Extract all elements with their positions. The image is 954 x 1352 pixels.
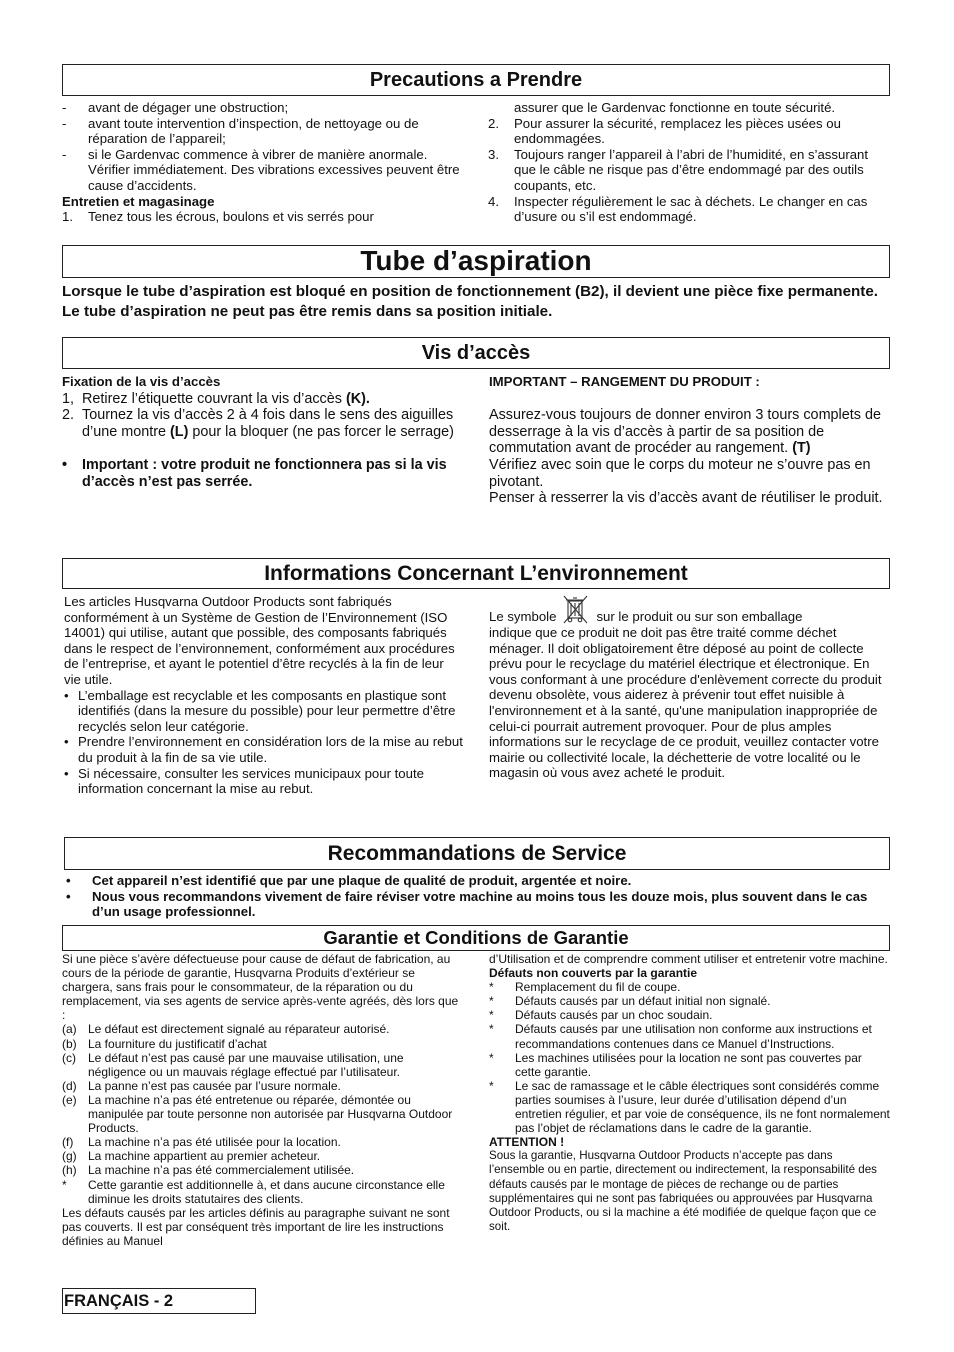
list-item (488, 116, 890, 147)
warranty-conditions-list (62, 1022, 464, 1205)
environment-right-column (489, 594, 891, 781)
list-item (64, 688, 464, 735)
list-text: si le Gardenvac commence à vibrer de manière anormale. Vérifier immédiatement. Des vibrations excessives peuvent être cause d’accidents. (88, 146, 460, 193)
service-bullet-list (64, 873, 890, 920)
symbol-prefix: Le symbole (489, 609, 557, 625)
list-marker: * (489, 1078, 494, 1093)
list-marker: (e) (62, 1092, 77, 1107)
list-marker: 1. (62, 209, 73, 225)
list-text: Le défaut est directement signalé au réparateur autorisé. (88, 1022, 390, 1037)
list-marker: 3. (488, 146, 499, 162)
attention-heading: ATTENTION ! (489, 1135, 565, 1150)
list-item (62, 1149, 464, 1163)
list-text: La panne n’est pas causée par l’usure normale. (88, 1078, 341, 1093)
page-label: FRANÇAIS - 2 (64, 1292, 174, 1310)
list-item (489, 994, 891, 1008)
list-text: Pour assurer la sécurité, remplacez les pièces usées ou endommagées. (514, 115, 841, 147)
vis-important-text: Important : votre produit ne fonctionnera pas si la vis d’accès n’est pas serrée. (82, 456, 447, 490)
precautions-right-list (488, 116, 890, 225)
list-item (62, 1163, 464, 1177)
vis-step-1 (62, 391, 464, 408)
list-text: L’emballage est recyclable et les composants en plastique sont identifiés (dans la mesure du possible) pour leur permettre d’être recyclés selon leur catégorie. (78, 687, 456, 734)
list-text: Les machines utilisées pour la location ne sont pas couvertes par cette garantie. (515, 1050, 862, 1079)
precautions-right-column (488, 100, 890, 225)
precautions-left-list (62, 100, 462, 194)
list-item (489, 1079, 891, 1135)
list-marker: * (489, 1022, 494, 1037)
list-marker: * (489, 1008, 494, 1023)
list-text: Inspecter régulièrement le sac à déchets. Le changer en cas d’usure ou s’il est endommagé. (514, 193, 868, 225)
vis-step-1-text: Retirez l’étiquette couvrant la vis d’accès (82, 390, 342, 407)
list-item (62, 1079, 464, 1093)
vis-step-2-text-b: pour la bloquer (ne pas forcer le serrage) (192, 423, 454, 440)
vis-right-p1-ref: (T) (792, 440, 811, 457)
list-item (64, 873, 890, 889)
crossed-out-wheelie-bin-icon (559, 594, 593, 625)
list-text: Le sac de ramassage et le câble électriques sont considérés comme parties soumises à l’usure, leur durée d’utilisation dépend d’un entretien régulier, et par voie de conséquence, ils ne font normalement pas l’objet de réclamations dans le cadre de la garantie. (515, 1078, 890, 1136)
vis-step-1-ref: (K). (345, 390, 370, 407)
vis-right-p3: Penser à resserrer la vis d’accès avant de réutiliser le produit. (489, 490, 883, 507)
list-marker: * (489, 994, 494, 1009)
list-text: Cet appareil n’est identifié que par une plaque de qualité de produit, argentée et noire. (92, 873, 632, 888)
list-text: Tenez tous les écrous, boulons et vis serrés pour (88, 209, 374, 225)
list-text: La machine n’a pas été commercialement utilisée. (88, 1163, 355, 1178)
list-item (62, 1135, 464, 1149)
tube-title-box (62, 245, 890, 278)
list-item (64, 889, 890, 920)
list-marker: - (62, 100, 67, 115)
list-text: Défauts causés par une utilisation non conforme aux instructions et recommandations contenues dans ce Manuel d’Instructions. (515, 1022, 872, 1051)
vis-step-2 (62, 407, 464, 440)
precautions-left-column (62, 100, 462, 225)
list-text: La machine n’a pas été entretenue ou réparée, démontée ou manipulée par toute personne non autorisée par Husqvarna Outdoor Products. (88, 1092, 453, 1136)
list-item (62, 116, 462, 147)
list-item (62, 1051, 464, 1079)
list-text: Prendre l’environnement en considération lors de la mise au rebut du produit à la fin de sa vie utile. (78, 734, 463, 765)
environment-symbol-line (489, 594, 891, 625)
tube-title: Tube d’aspiration (360, 245, 592, 276)
vis-left-column (62, 374, 464, 490)
bullet: • (62, 456, 68, 473)
vis-right-column (489, 374, 891, 507)
list-text: Toujours ranger l’appareil à l’abri de l’humidité, en s’assurant que le câble ne risque pas d’être endommagé par des outils coupants, etc. (514, 146, 869, 193)
list-text: Le défaut n’est pas causé par une mauvaise utilisation, une négligence ou un mauvais réglage effectué par l’utilisateur. (88, 1050, 404, 1079)
list-item (64, 766, 464, 797)
warranty-title-box (62, 925, 890, 951)
list-item (62, 147, 462, 194)
list-marker: • (64, 765, 69, 781)
list-marker: (a) (62, 1022, 77, 1037)
precautions-title-box (62, 64, 890, 96)
maintenance-item-1 (62, 209, 462, 225)
list-item (489, 1051, 891, 1079)
warranty-intro: Si une pièce s’avère défectueuse pour cause de défaut de fabrication, au cours de la période de garantie, Husqvarna Produits d’extérieur se chargera, sans frais pour le consommateur, de la réparation ou du remplacement, via ses agents de service après-vente agréés, dès lors que : (62, 952, 459, 1023)
list-marker: (f) (62, 1135, 74, 1150)
environment-right-text: indique que ce produit ne doit pas être traité comme déchet ménager. Il doit obligatoirement être déposé au point de collecte prévu pour le recyclage du matériel électrique et électronique. En vous conformant à une procédure d'enlèvement correcte du produit devenu obsolète, vous aiderez à prévenir tout effet nuisible à l'environnement et à la santé, qu'une manipulation inappropriée de celui-ci pourrait autrement provoquer. Pour de plus amples informations sur le recyclage de ce produit, veuillez contacter votre mairie ou collectivité locale, la déchetterie de votre localité ou le magasin où vous avez acheté le produit. (489, 625, 882, 781)
footer-page-box (62, 1288, 256, 1314)
list-marker: - (62, 115, 67, 131)
list-marker: • (64, 734, 69, 750)
tube-warning: Lorsque le tube d’aspiration est bloqué en position de fonctionnement (B2), il devient une pièce fixe permanente. Le tube d’aspiration ne peut pas être remis dans sa position initiale. (62, 283, 879, 320)
list-marker: (b) (62, 1036, 77, 1051)
environment-bullet-list (64, 688, 464, 797)
list-marker: * (489, 980, 494, 995)
list-text: Nous vous recommandons vivement de faire réviser votre machine au moins tous les douze mois, plus souvent dans le cas d’un usage professionnel. (92, 888, 868, 920)
attention-text: Sous la garantie, Husqvarna Outdoor Products n’accepte pas dans l’ensemble ou en partie, directement ou indirectement, la responsabilité des défauts causés par le montage de pièces de rechange ou de parties supplémentaires qui ne sont pas fabriquées ou approuvées par Husqvarna Outdoor Products, ou si la machine a été modifiée de quelque façon que ce soit. (489, 1149, 877, 1233)
service-title: Recommandations de Service (327, 842, 627, 865)
warranty-left-column (62, 952, 464, 1248)
not-covered-heading: Défauts non couverts par la garantie (489, 966, 698, 981)
warranty-right-column (489, 952, 891, 1234)
list-item (489, 980, 891, 994)
list-item (62, 1178, 464, 1206)
list-marker: 2. (488, 115, 499, 131)
not-covered-list (489, 980, 891, 1135)
list-marker: 2. (62, 407, 75, 424)
list-item (62, 1093, 464, 1135)
list-item (489, 1008, 891, 1022)
vis-step-2-ref: (L) (170, 423, 189, 440)
list-text: La machine n’a pas été utilisée pour la location. (88, 1135, 341, 1150)
precautions-title: Precautions a Prendre (369, 69, 583, 91)
precautions-right-continuation: assurer que le Gardenvac fonctionne en toute sécurité. (514, 100, 836, 115)
list-item (62, 1022, 464, 1036)
environment-intro: Les articles Husqvarna Outdoor Products sont fabriqués conformément à un Système de Gestion de l’Environnement (ISO 14001) qui utilise, autant que possible, des composants fabriqués dans le respect de l’environnement, conformément aux procédures de l’entreprise, et ayant le potentiel d’être recyclés à la fin de leur vie utile. (64, 594, 455, 687)
environment-title-box (62, 558, 890, 589)
list-marker: (g) (62, 1149, 77, 1164)
warranty-right-continuation: d’Utilisation et de comprendre comment utiliser et entretenir votre machine. (489, 952, 888, 966)
list-text: Défauts causés par un défaut initial non signalé. (515, 994, 771, 1009)
list-text: avant de dégager une obstruction; (88, 100, 289, 115)
list-item (488, 194, 890, 225)
vis-title: Vis d’accès (421, 342, 531, 364)
maintenance-heading: Entretien et magasinage (62, 193, 215, 209)
list-item (64, 734, 464, 765)
vis-step-2-text-a: Tournez la vis d’accès 2 à 4 fois dans le sens des aiguilles d’une montre (82, 407, 454, 440)
list-text: Cette garantie est additionnelle à, et dans aucune circonstance elle diminue les droits statutaires des clients. (88, 1177, 445, 1206)
environment-title: Informations Concernant L’environnement (264, 562, 688, 585)
service-title-box (64, 837, 890, 870)
list-item (489, 1022, 891, 1050)
symbol-suffix: sur le produit ou sur son emballage (596, 609, 803, 625)
list-marker: • (64, 687, 69, 703)
list-item (488, 147, 890, 194)
list-marker: - (62, 146, 67, 162)
list-marker: * (489, 1050, 494, 1065)
list-text: Remplacement du fil de coupe. (515, 980, 681, 995)
list-text: La fourniture du justificatif d’achat (88, 1036, 267, 1051)
list-item (62, 1037, 464, 1051)
list-text: Défauts causés par un choc soudain. (515, 1008, 713, 1023)
vis-left-heading: Fixation de la vis d’accès (62, 374, 221, 389)
list-marker: (h) (62, 1163, 77, 1178)
list-item (62, 100, 462, 116)
vis-title-box (62, 337, 890, 369)
list-marker: (c) (62, 1050, 76, 1065)
warranty-title: Garantie et Conditions de Garantie (323, 927, 629, 948)
vis-right-p1: Assurez-vous toujours de donner environ 3 tours complets de desserrage à la vis d’accès à partir de sa position de commutation avant de procéder au rangement. (T) (489, 407, 881, 457)
list-text: avant toute intervention d’inspection, de nettoyage ou de réparation de l’appareil; (88, 115, 419, 147)
environment-left-column (64, 594, 464, 797)
list-marker: 1, (62, 390, 75, 407)
vis-right-heading: IMPORTANT – RANGEMENT DU PRODUIT : (489, 374, 760, 389)
list-marker: * (62, 1177, 67, 1192)
list-marker: (d) (62, 1078, 77, 1093)
list-text: La machine appartient au premier acheteur. (88, 1149, 321, 1164)
vis-right-p2: Vérifiez avec soin que le corps du moteur ne s’ouvre pas en pivotant. (489, 456, 871, 490)
list-marker: • (66, 888, 71, 904)
warranty-outro: Les défauts causés par les articles définis au paragraphe suivant ne sont pas couverts. Il est par conséquent très important de lire les instructions définies au Manuel (62, 1205, 450, 1248)
vis-important-note (62, 457, 464, 490)
list-text: Si nécessaire, consulter les services municipaux pour toute information concernant la mise au rebut. (78, 765, 424, 797)
list-marker: 4. (488, 193, 499, 209)
list-marker: • (66, 873, 71, 888)
